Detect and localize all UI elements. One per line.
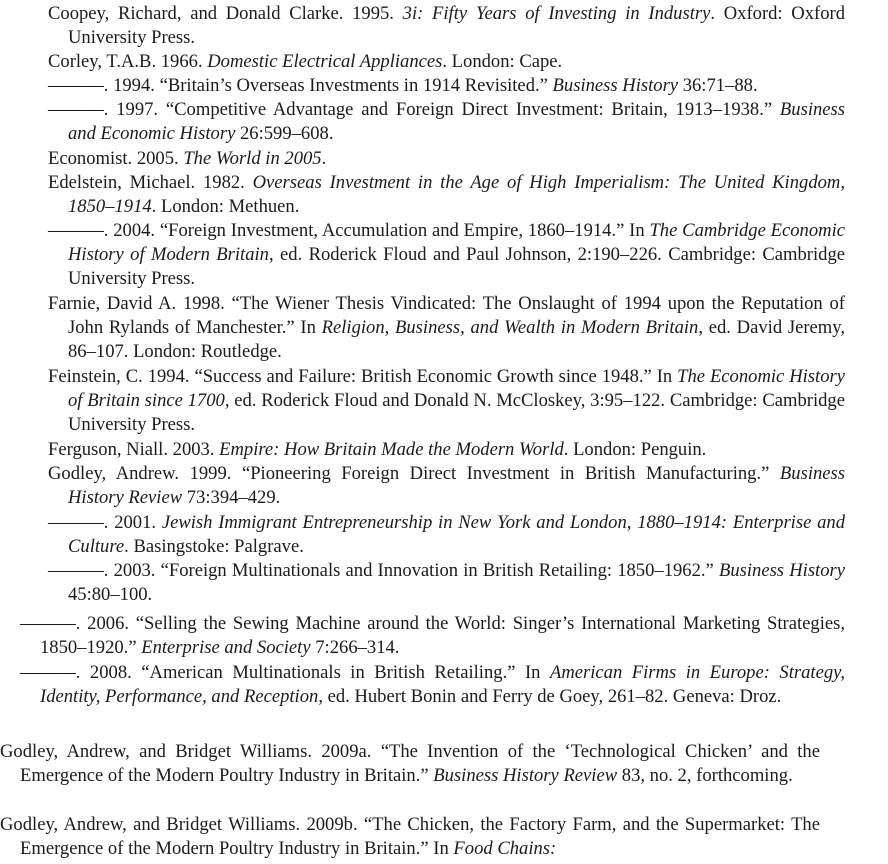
entry-text: . London: Cape. [442, 51, 563, 72]
bib-entry-godley-2006 [20, 612, 845, 660]
entry-text: , ed. Hubert Bonin and Ferry de Goey, 261–82. Geneva: Droz. [318, 686, 782, 708]
entry-title: Food Chains: [453, 838, 557, 860]
bib-entry-godley-2008 [20, 661, 846, 709]
entry-title: Jewish Immigrant Entrepreneurship in New York and London, 1880–1914: Enterprise and Culture [68, 512, 845, 558]
bib-entry-godley-1999 [48, 462, 845, 510]
entry-text: . London: Penguin. [563, 439, 707, 460]
entry-text: ———. 2006. “Selling the Sewing Machine around the World: Singer’s International Marketing Strategies, 1850–1920.” [20, 613, 845, 659]
bib-entry-farnie-1998 [48, 292, 845, 364]
entry-text: Coopey, Richard, and Donald Clarke. 1995. [48, 3, 403, 24]
entry-text: Edelstein, Michael. 1982. [48, 172, 253, 193]
entry-text: . Oxford: Oxford University Press. [68, 3, 846, 49]
entry-title: Business History Review [433, 765, 618, 787]
entry-text: , ed. David Jeremy, 86–107. London: Routledge. [68, 317, 845, 363]
entry-text: 83, no. 2, forthcoming. [617, 765, 793, 787]
entry-text: ———. 1997. “Competitive Advantage and Foreign Direct Investment: Britain, 1913–1938.” [48, 99, 780, 120]
bib-entry-edelstein-2004 [48, 219, 846, 291]
entry-text: Ferguson, Niall. 2003. [48, 439, 220, 460]
entry-text: Corley, T.A.B. 1966. [48, 51, 208, 72]
entry-title: Domestic Electrical Appliances [207, 51, 443, 72]
entry-title: Overseas Investment in the Age of High Imperialism: The United Kingdom, 1850–1914 [68, 172, 845, 218]
entry-title: The Cambridge Economic History of Modern Britain [68, 220, 845, 266]
entry-text: . Basingstoke: Palgrave. [124, 536, 304, 558]
bib-entry-corley-1966 [48, 50, 845, 74]
entry-title: American Firms in Europe: Strategy, Identity, Performance, and Reception [40, 662, 846, 708]
bib-entry-feinstein-1994 [48, 365, 845, 437]
entry-text: Godley, Andrew, and Bridget Williams. 2009a. “The Invention of the ‘Technological Chicken’ and the Emergence of the Modern Poultry Industry in Britain.” [0, 741, 820, 787]
entry-text: Godley, Andrew, and Bridget Williams. 2009b. “The Chicken, the Factory Farm, and the Supermarket: The Emergence of the Modern Poultry Industry in Britain.” In [0, 814, 820, 860]
bib-entry-godley-2001 [48, 511, 845, 559]
entry-title: The Economic History of Britain since 1700 [68, 366, 845, 412]
bib-entry-corley-1994 [48, 74, 845, 98]
entry-title: Enterprise and Society [141, 637, 311, 659]
entry-title: The World in 2005 [183, 148, 322, 169]
entry-text: ———. 2008. “American Multinationals in British Retailing.” In [20, 662, 550, 683]
entry-title: Business History [552, 75, 679, 96]
entry-title: Business History Review [68, 463, 845, 509]
entry-text: . London: Methuen. [151, 196, 300, 218]
entry-text: , ed. Roderick Floud and Donald N. McCloskey, 3:95–122. Cambridge: Cambridge University Press. [68, 390, 845, 436]
entry-text: ———. 2004. “Foreign Investment, Accumulation and Empire, 1860–1914.” In [48, 220, 650, 241]
entry-title: Empire: How Britain Made the Modern World [219, 439, 564, 460]
entry-text: ———. 2001. [48, 512, 162, 533]
entry-text: , ed. Roderick Floud and Paul Johnson, 2:190–226. Cambridge: Cambridge University Press. [68, 244, 846, 290]
bib-entry-godley-williams-2009b [0, 813, 820, 861]
bib-entry-edelstein-1982 [48, 171, 845, 219]
entry-title: Religion, Business, and Wealth in Modern Britain [321, 317, 699, 339]
entry-text: 73:394–429. [182, 487, 281, 509]
entry-text: Feinstein, C. 1994. “Success and Failure: British Economic Growth since 1948.” In [48, 366, 678, 387]
entry-text: 7:266–314. [310, 637, 400, 659]
entry-text: Godley, Andrew. 1999. “Pioneering Foreign Direct Investment in British Manufacturing.” [48, 463, 780, 484]
entry-text: 26:599–608. [235, 123, 334, 145]
entry-text: 45:80–100. [68, 584, 153, 606]
bib-entry-godley-williams-2009a [0, 740, 820, 788]
entry-text: Economist. 2005. [48, 148, 184, 169]
entry-text: Farnie, David A. 1998. “The Wiener Thesis Vindicated: The Onslaught of 1994 upon the Reputation of John Rylands of Manchester.” In [48, 293, 845, 339]
bib-entry-ferguson-2003 [48, 438, 845, 462]
bib-entry-godley-2003 [48, 559, 846, 607]
entry-text: ———. 2003. “Foreign Multinationals and Innovation in British Retailing: 1850–1962.” [48, 560, 719, 581]
entry-title: Business and Economic History [68, 99, 845, 145]
bib-entry-corley-1997 [48, 98, 845, 146]
bib-entry-coopey-1995 [48, 2, 846, 50]
bib-entry-economist-2005 [48, 147, 845, 171]
entry-title: 3i: Fifty Years of Investing in Industry [402, 3, 711, 24]
entry-text: 36:71–88. [678, 75, 758, 96]
entry-text: ———. 1994. “Britain’s Overseas Investments in 1914 Revisited.” [48, 75, 553, 96]
entry-text: . [321, 148, 327, 169]
entry-title: Business History [718, 560, 846, 581]
